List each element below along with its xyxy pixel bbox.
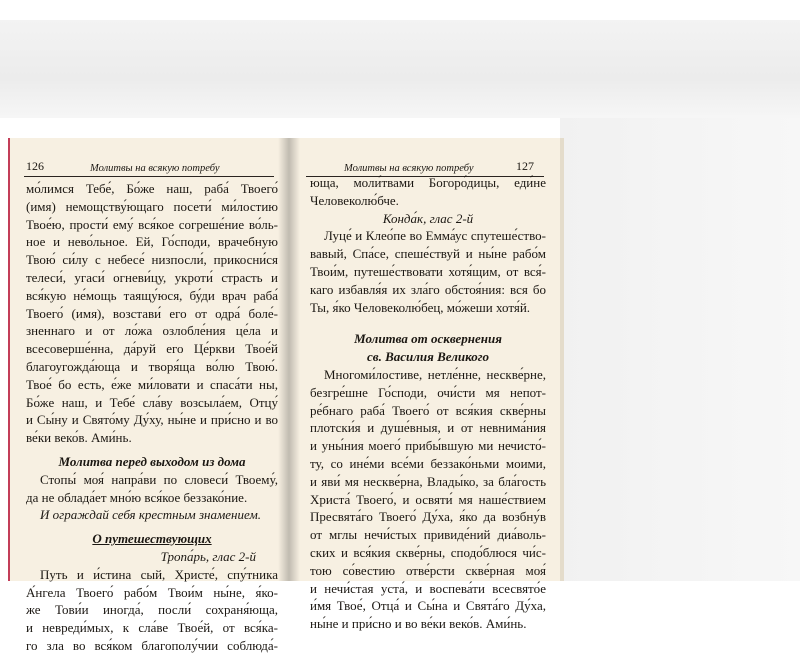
scanner-background	[0, 20, 800, 118]
text-line: ны́не и при́сно и во ве́ки веко́в. Ами́нь.	[310, 616, 527, 632]
text-line: Твои́м, путеше́ствовати хотя́щим, от вся́-	[310, 263, 546, 279]
text-line: да не облада́ет мно́ю вся́кое беззако́ние.	[26, 489, 248, 505]
text-line: ре́бнаго раба́ Твоего́ от вся́кия скве́рны	[310, 402, 546, 418]
text-line: всесоверше́нна, да́руй его Це́ркви Твое́й	[26, 341, 278, 357]
right-page	[288, 138, 560, 632]
text-line: (имя) немощству́ющаго посети́ ми́лостию	[26, 198, 278, 214]
right-page-number: 127	[516, 159, 534, 173]
text-line: благоугожда́юща и творя́ща во́лю Твою́.	[26, 358, 278, 374]
text-line: вавый, Спа́се, спеше́ствуй и ны́не рабо́м	[310, 246, 546, 262]
text-line: А́нгела Твоего́ рабо́м Твои́м ны́не, я́ко-	[26, 584, 278, 600]
text-line: и невреди́мых, к сла́ве Твое́й, от вся́ка-	[26, 620, 278, 636]
section-heading: О путешествующих	[92, 531, 212, 547]
text-line: юща, моли́твами Богоро́дицы, еди́не	[310, 175, 546, 190]
text-line: Твое́ю, прости́ ему́ вся́кое согреше́ние во́ль-	[26, 216, 278, 232]
text-line: ту, со ине́ми все́ми беззако́ньми моими,	[310, 455, 546, 471]
text-line: зненнаго и от ло́жа озлобле́ния це́ла и	[26, 323, 278, 339]
text-line: Пресвята́го Твоего́ Ду́ха, я́ко да возбну́в	[310, 509, 546, 525]
section-heading: Молитва перед выходом из дома	[58, 453, 246, 469]
text-line: Многоми́лостиве, нетле́нне, нескве́рне,	[324, 366, 546, 382]
text-line: Твою́ си́лу с небесе́ низпосли́, прикосни́ся	[26, 252, 278, 268]
open-book	[8, 138, 564, 653]
italic-instruction: И ограждай себя крестным знамением.	[40, 507, 261, 523]
text-line: и́мя Твое́, Отца́ и Сы́на и Свята́го Ду́ха,	[310, 598, 546, 614]
text-line: Ты, я́ко Человеколю́бец, мо́жеши хотя́й.	[310, 299, 531, 315]
text-line: и уны́ния моего́ прибы́вшую ми нечисто́-	[310, 438, 546, 454]
text-line: ве́ки веко́в. Ами́нь.	[26, 430, 132, 446]
text-line: Твое́ бо есть, е́же ми́ловати и спаса́ти ны,	[26, 376, 278, 392]
troparion-label: Тропа́рь, глас 2-й	[160, 548, 256, 564]
right-page-text	[310, 174, 546, 633]
scanner-background-right	[560, 118, 800, 581]
text-line: же Тови́и иногда́, посли́ сохраня́юща,	[26, 602, 278, 618]
text-line: ное и нево́льное. Ей, Го́споди, врачебную	[26, 234, 278, 250]
text-line: и нечи́стая уста́, и воспева́ти всесвято́е	[310, 580, 546, 596]
text-line: тою со́вестию отве́рсти скве́рная моя́	[310, 562, 546, 578]
text-line: и яви́ мя нескве́рна, Влады́ко, за бла́гость	[310, 473, 546, 489]
section-subheading: св. Василия Великого	[366, 349, 489, 365]
text-line: Человеколю́бче.	[310, 192, 399, 208]
text-line: от мглы нечи́стых привиде́ний диа́воль-	[310, 527, 546, 543]
text-line: плотски́я и душе́вныя, и от невнима́ния	[310, 420, 546, 436]
book-gutter-shadow	[278, 138, 300, 581]
text-line: вся́кую не́мощь таящу́юся, бу́ди врач раба́	[26, 287, 278, 303]
left-page	[8, 138, 288, 653]
text-line: каго избавля́я их зла́го обстоя́ния: вся бо	[310, 281, 546, 297]
text-line: безгре́шне Го́споди, очи́сти мя непот-	[310, 384, 546, 400]
text-line: телеси́, угаси́ огневи́цу, укроти́ страсть и	[26, 269, 278, 285]
text-line: мо́лимся Тебе́, Бо́же наш, раба́ Твоего́	[26, 181, 278, 196]
left-page-text	[26, 180, 278, 655]
text-line: ских и вся́кия скве́рны, сподо́блюся чи́с-	[310, 544, 546, 560]
kontakion-label: Конда́к, глас 2-й	[382, 210, 474, 226]
left-page-number: 126	[26, 159, 44, 173]
text-line: и Сы́ну и Свято́му Ду́ху, ны́не и при́сно и во	[26, 412, 278, 428]
text-line: Твоего́ (имя), возстави́ его от одра́ боле́-	[26, 305, 278, 321]
left-running-title: Молитвы на всякую потребу	[90, 163, 220, 174]
text-line: Луце́ и Клео́пе во Емма́ус спутеше́ство-	[324, 228, 546, 244]
text-line: Стопы́ моя́ напра́ви по словеси́ Твоему́,	[40, 471, 278, 487]
right-running-title: Молитвы на всякую потребу	[344, 163, 474, 174]
page-edge	[560, 138, 564, 581]
text-line: Христа́ Твоего́, и освяти́ мя наше́ствием	[310, 491, 546, 507]
section-heading: Молитва от осквернения	[354, 331, 502, 347]
text-line: го зла во вся́ком благополу́чии соблюда́-	[26, 637, 278, 653]
left-running-head	[24, 158, 274, 177]
text-line: Путь и и́стина сый, Христе́, спу́тника	[40, 566, 278, 582]
text-line: Бо́же наш, и Тебе́ сла́ву возсыла́ем, Отцу́	[26, 394, 278, 410]
